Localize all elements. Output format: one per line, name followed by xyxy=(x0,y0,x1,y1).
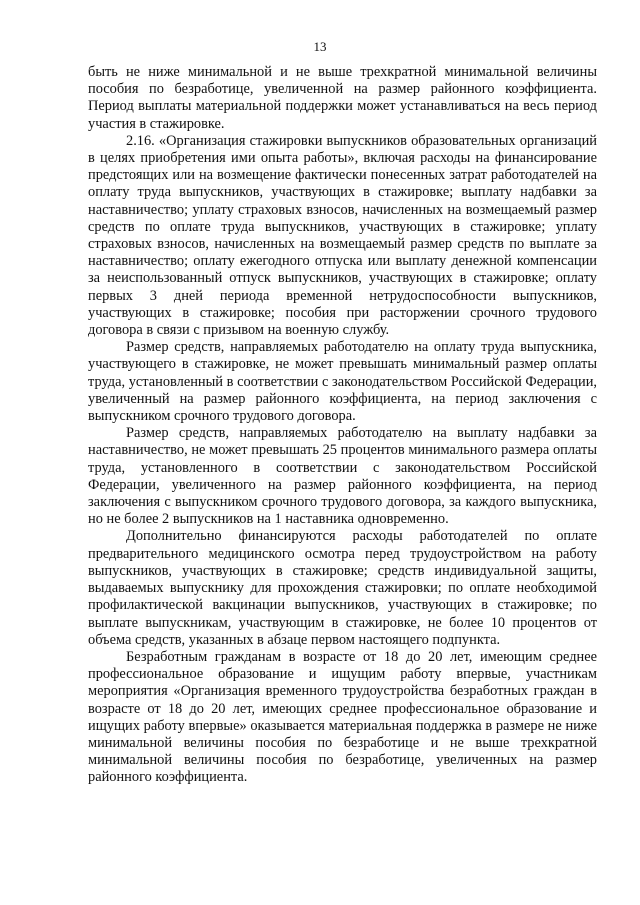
document-body xyxy=(88,64,597,787)
paragraph-continuation: быть не ниже минимальной и не выше трехкратной минимальной величины пособия по безработице, увеличенной на размер районного коэффициента. Период выплаты материальной поддержки может устанавливаться на весь период участия в стажировке. xyxy=(88,64,597,132)
paragraph-wage-funds: Размер средств, направляемых работодателю на оплату труда выпускника, участвующего в стажировке, не может превышать минимальный размер оплаты труда, установленный в соответствии с законодательством Российской Федерации, увеличенный на размер районного коэффициента, на период заключения с выпускником срочного трудового договора. xyxy=(88,339,597,425)
paragraph-mentoring-funds: Размер средств, направляемых работодателю на выплату надбавки за наставничество, не может превышать 25 процентов минимального размера оплаты труда, установленного в соответствии с законодательством Российской Федерации, увеличенного на размер районного коэффициента, на период заключения с выпускником срочного трудового договора, за каждого выпускника, но не более 2 выпускников на 1 наставника одновременно. xyxy=(88,425,597,528)
paragraph-2-16: 2.16. «Организация стажировки выпускников образовательных организаций в целях приобретения ими опыта работы», включая расходы на финансирование предстоящих или на возмещение фактически понесенных затрат работодателей на оплату труда выпускников, участвующих в стажировке; выплату надбавки за наставничество; уплату страховых взносов, начисленных на возмещаемый размер средств по оплате труда выпускников, участвующих в стажировке; уплату страховых взносов, начисленных на возмещаемый размер средств по выплате за наставничество; оплату ежегодного отпуска или выплату денежной компенсации за неиспользованный отпуск выпускников, участвующих в стажировке; оплату первых 3 дней периода временной нетрудоспособности выпускников, участвующих в стажировке; пособия при расторжении срочного трудового договора в связи с призывом на военную службу. xyxy=(88,132,597,339)
page-number: 13 xyxy=(313,39,327,54)
paragraph-additional-expenses: Дополнительно финансируются расходы работодателей по оплате предварительного медицинского осмотра перед трудоустройством на работу выпускников, участвующих в стажировке; средств индивидуальной защиты, выдаваемых выпускнику для прохождения стажировки; по оплате необходимой профилактической вакцинации выпускников, участвующих в стажировке; по выплате выпускникам, участвующим в стажировке, не более 10 процентов от объема средств, указанных в абзаце первом настоящего подпункта. xyxy=(88,528,597,648)
paragraph-unemployed-support: Безработным гражданам в возрасте от 18 до 20 лет, имеющим среднее профессиональное образование и ищущим работу впервые, участникам мероприятия «Организация временного трудоустройства безработных граждан в возрасте от 18 до 20 лет, имеющих среднее профессиональное образование и ищущих работу впервые» оказывается материальная поддержка в размере не ниже минимальной величины пособия по безработице и не выше трехкратной минимальной величины пособия по безработице, увеличенных на размер районного коэффициента. xyxy=(88,648,597,786)
